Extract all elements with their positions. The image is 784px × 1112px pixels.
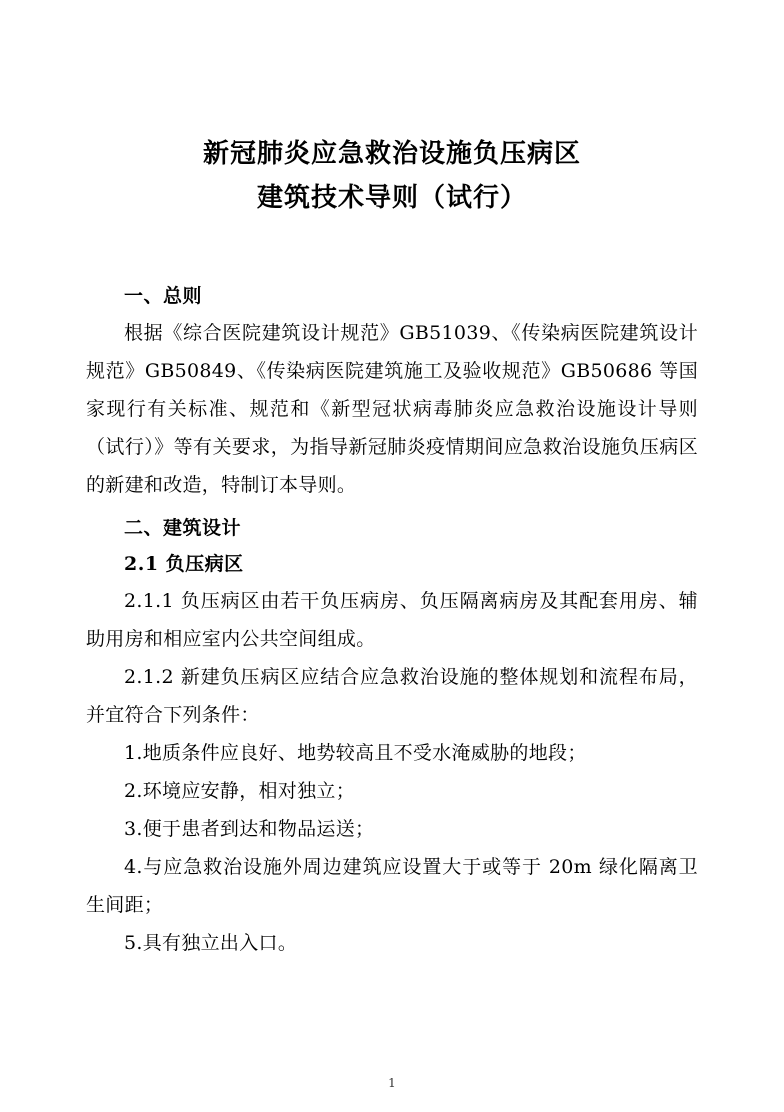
sub-heading-negative-pressure-ward: 2.1 负压病区 xyxy=(124,553,244,575)
list-item-4: 4.与应急救治设施外周边建筑应设置大于或等于 20m 绿化隔离卫生间距； xyxy=(86,856,698,916)
page-title-line-1: 新冠肺炎应急救治设施负压病区 xyxy=(202,139,581,169)
list-item-2: 2.环境应安静，相对独立； xyxy=(124,780,356,802)
page-title xyxy=(86,118,698,220)
page-number: 1 xyxy=(388,1076,396,1090)
paragraph-2-1-2: 2.1.2 新建负压病区应结合应急救治设施的整体规划和流程布局，并宜符合下列条件： xyxy=(86,666,698,726)
page-title-line-2: 建筑技术导则（试行） xyxy=(256,183,527,213)
section-heading-architectural-design: 二、建筑设计 xyxy=(124,517,242,539)
list-item-5: 5.具有独立出入口。 xyxy=(124,932,298,954)
paragraph-general-rules-1: 根据《综合医院建筑设计规范》GB51039、《传染病医院建筑设计规范》GB50849、《传染病医院建筑施工及验收规范》GB50686 等国家现行有关标准、规范和《新型冠状病毒肺炎应急救治设施设计导则（试行）》等有关要求，为指导新冠肺炎疫情期间应急救治设施负压病区的新建和改造，特制订本导则。 xyxy=(86,322,698,496)
paragraph-2-1-1: 2.1.1 负压病区由若干负压病房、负压隔离病房及其配套用房、辅助用房和相应室内公共空间组成。 xyxy=(86,590,698,650)
list-item-1: 1.地质条件应良好、地势较高且不受水淹威胁的地段； xyxy=(124,742,587,764)
title-spacer xyxy=(86,220,698,278)
list-item-3: 3.便于患者到达和物品运送； xyxy=(124,818,375,840)
section-heading-general-rules: 一、总则 xyxy=(124,285,203,307)
